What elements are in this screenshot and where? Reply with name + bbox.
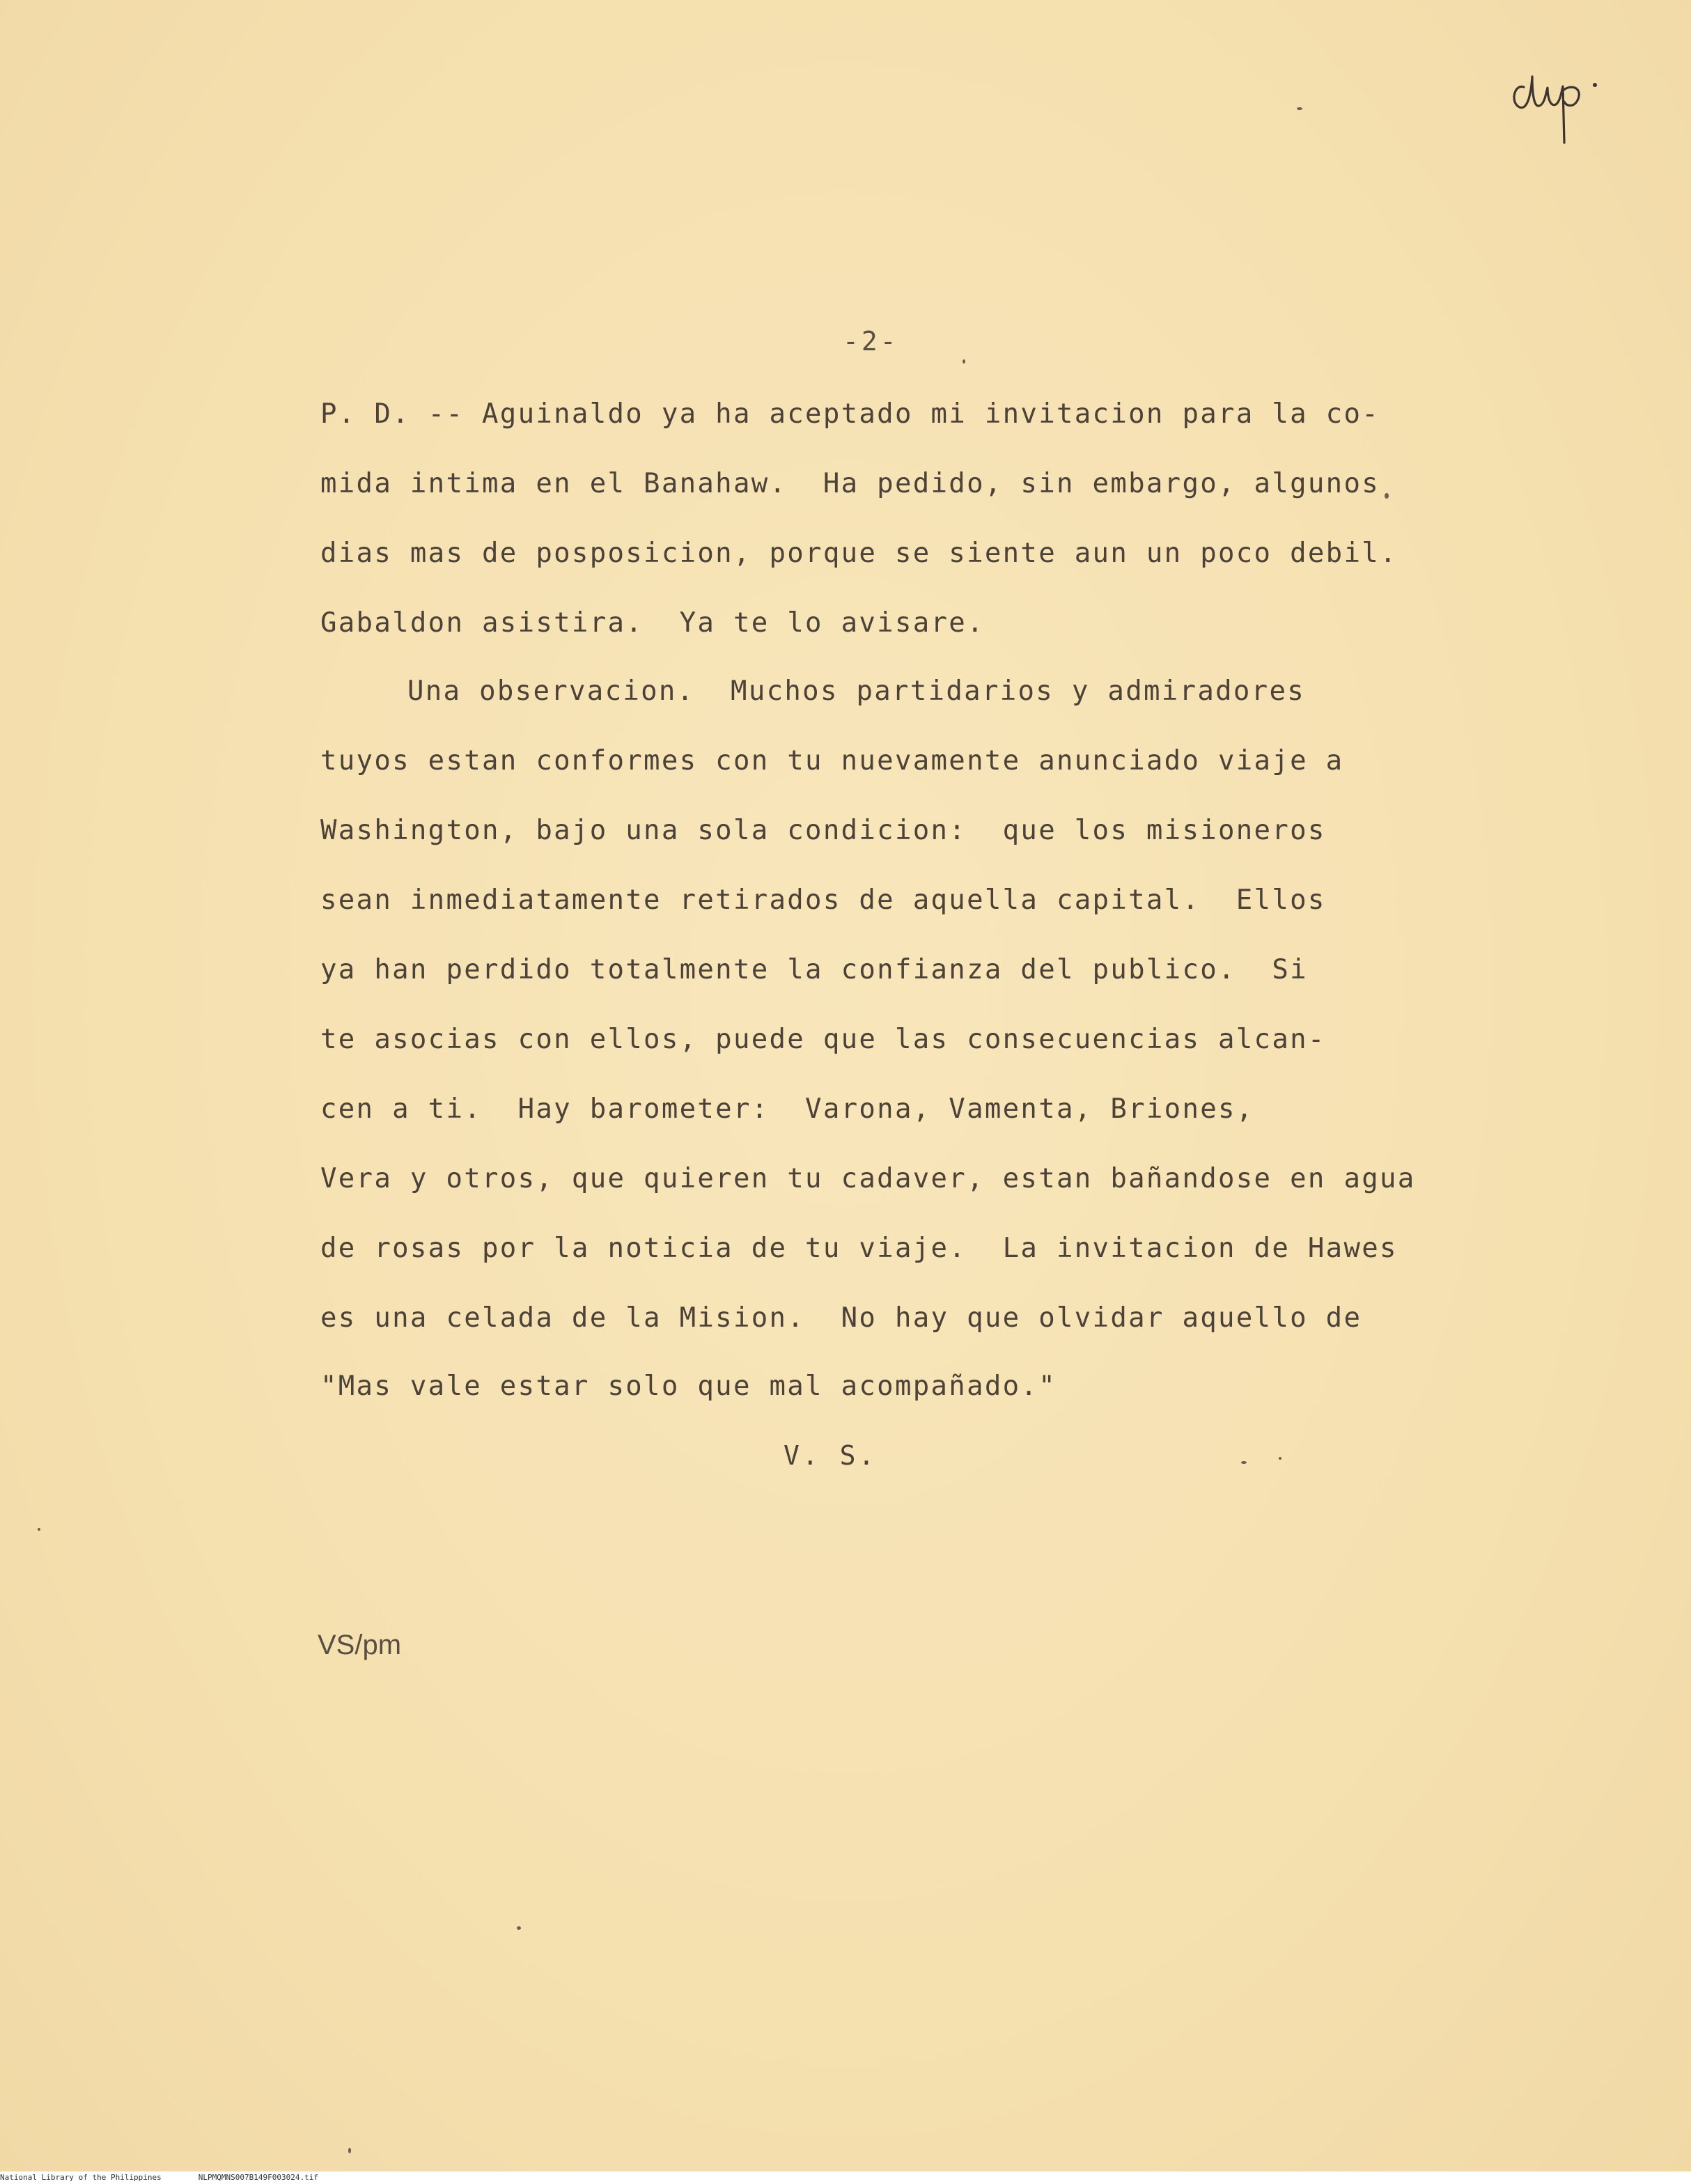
paper-speck bbox=[348, 2148, 351, 2153]
text-line: ya han perdido totalmente la confianza del publico. Si bbox=[320, 954, 1308, 985]
text-line: tuyos estan conformes con tu nuevamente anunciado viaje a bbox=[320, 745, 1344, 777]
paper-speck bbox=[1385, 493, 1389, 499]
paper-speck bbox=[1241, 1461, 1247, 1464]
paper-speck bbox=[963, 359, 965, 364]
text-line: es una celada de la Mision. No hay que olvidar aquello de bbox=[320, 1302, 1362, 1334]
archive-filename: NLPMQMNS007B149F003024.tif bbox=[198, 2173, 318, 2182]
page-number: -2- bbox=[843, 326, 899, 357]
text-line: te asocias con ellos, puede que las consecuencias alcan- bbox=[320, 1024, 1326, 1055]
text-line: cen a ti. Hay barometer: Varona, Vamenta, Briones, bbox=[320, 1093, 1254, 1125]
paper-speck bbox=[1297, 107, 1302, 110]
handwritten-dup-note bbox=[1504, 49, 1609, 146]
text-line: sean inmediatamente retirados de aquella capital. Ellos bbox=[320, 884, 1326, 916]
text-line: Una observacion. Muchos partidarios y admiradores bbox=[407, 676, 1305, 707]
paper-speck bbox=[517, 1926, 521, 1930]
signature-initials: V. S. bbox=[784, 1440, 878, 1471]
text-line: mida intima en el Banahaw. Ha pedido, sin embargo, algunos bbox=[320, 468, 1380, 499]
archive-footer bbox=[0, 2171, 1691, 2184]
text-line: Vera y otros, que quieren tu cadaver, estan bañandose en agua bbox=[320, 1163, 1416, 1194]
text-line: Gabaldon asistira. Ya te lo avisare. bbox=[320, 607, 985, 639]
paper-speck bbox=[1279, 1457, 1281, 1460]
archive-institution: National Library of the Philippines bbox=[0, 2173, 162, 2182]
text-line: de rosas por la noticia de tu viaje. La invitacion de Hawes bbox=[320, 1233, 1398, 1264]
paper-speck bbox=[38, 1528, 40, 1531]
text-line: P. D. -- Aguinaldo ya ha aceptado mi invitacion para la co- bbox=[320, 398, 1380, 430]
text-line: Washington, bajo una sola condicion: que los misioneros bbox=[320, 815, 1326, 846]
text-line: dias mas de posposicion, porque se siente aun un poco debil. bbox=[320, 538, 1398, 569]
text-line: "Mas vale estar solo que mal acompañado." bbox=[320, 1371, 1057, 1402]
typist-initials: VS/pm bbox=[318, 1630, 402, 1660]
